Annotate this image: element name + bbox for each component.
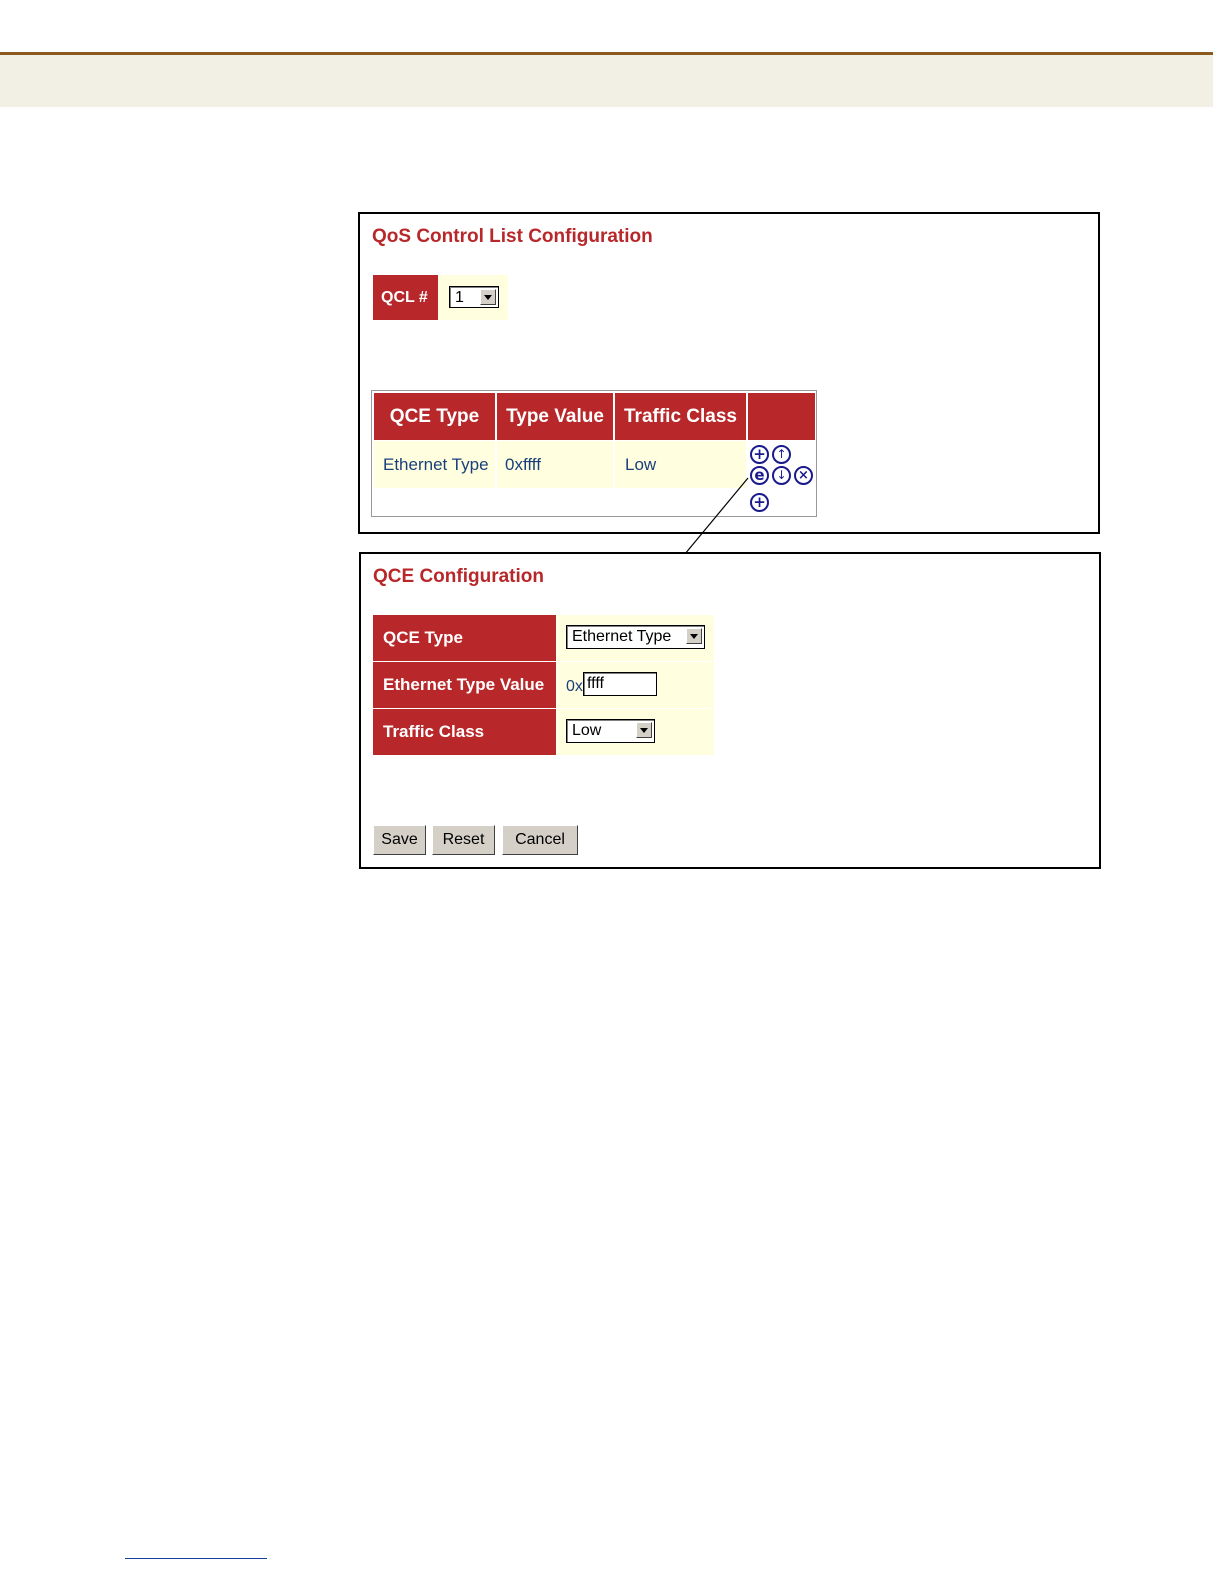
qcl-number-value: 1: [455, 289, 464, 306]
ethernet-type-prefix: 0x: [566, 678, 583, 695]
cell-traffic-class: Low: [615, 441, 746, 488]
chevron-down-icon[interactable]: [480, 289, 496, 305]
header-actions: [748, 393, 815, 440]
move-down-icon[interactable]: ↓: [772, 466, 791, 485]
header-band: [0, 55, 1213, 107]
header-qce-type: QCE Type: [374, 393, 495, 440]
chevron-down-icon[interactable]: [636, 722, 652, 738]
cancel-button[interactable]: Cancel: [502, 825, 578, 855]
cell-qce-type: Ethernet Type: [374, 441, 495, 488]
qce-type-value: Ethernet Type: [572, 628, 672, 645]
chevron-down-icon[interactable]: [686, 628, 702, 644]
edit-icon[interactable]: e: [750, 466, 769, 485]
qcl-panel-title: QoS Control List Configuration: [372, 226, 653, 247]
add-icon[interactable]: +: [750, 493, 769, 512]
insert-icon[interactable]: +: [750, 445, 769, 464]
header-traffic-class: Traffic Class: [615, 393, 746, 440]
reset-button[interactable]: Reset: [432, 825, 495, 855]
move-up-icon[interactable]: ↑: [772, 445, 791, 464]
qcl-number-select[interactable]: [449, 286, 499, 308]
save-button[interactable]: Save: [373, 825, 426, 855]
traffic-class-label: Traffic Class: [373, 709, 556, 755]
cell-type-value: 0xffff: [497, 441, 613, 488]
delete-icon[interactable]: ×: [794, 466, 813, 485]
qcl-number-label: QCL #: [373, 275, 438, 320]
qce-panel-title: QCE Configuration: [373, 566, 544, 587]
ethernet-type-value-input[interactable]: [583, 672, 657, 696]
ethernet-type-value-text: ffff: [587, 675, 604, 692]
qce-type-label: QCE Type: [373, 615, 556, 661]
traffic-class-select[interactable]: [566, 719, 655, 743]
footer-rule: [125, 1558, 267, 1559]
header-type-value: Type Value: [497, 393, 613, 440]
traffic-class-value: Low: [572, 722, 602, 739]
qce-type-select[interactable]: [566, 625, 705, 649]
ethernet-type-value-label: Ethernet Type Value: [373, 662, 556, 708]
